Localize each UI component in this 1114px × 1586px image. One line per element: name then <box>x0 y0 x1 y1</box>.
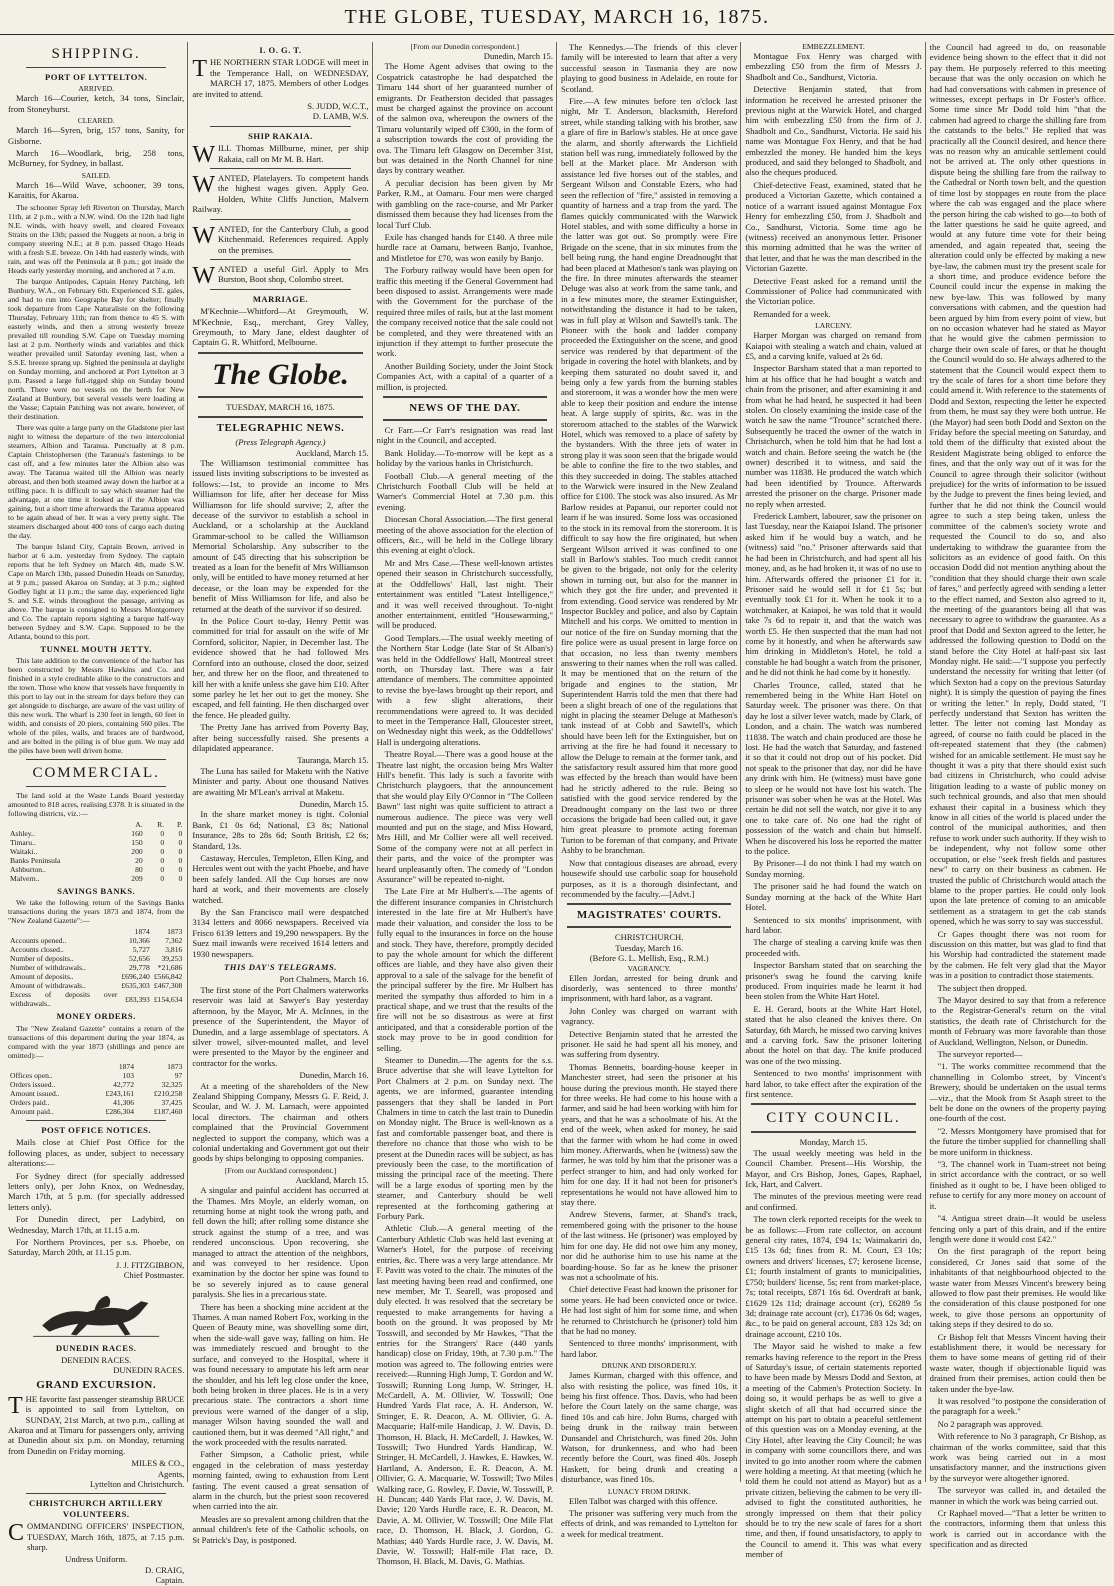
court-paragraph: Ellen Talbot was charged with this offence. <box>568 1495 718 1506</box>
table-cell: 5,727 <box>132 945 150 955</box>
dunedin-races: DUNEDIN RACES. <box>55 1342 137 1353</box>
table-cell: £635,303 <box>121 981 150 991</box>
table-row <box>8 990 184 1008</box>
table-row <box>8 865 184 874</box>
court-paragraph: Inspector Barsham stated that a man reported to him at his office that he had bought a watch and chain from the prisoner, and after examining it and from what he had heard, he suspected it had been stolen. On closely examining the inside case of the watch he saw the name "Trounce" scratched there. Subsequently he traced the owner of the watch in Christchurch, when he told him that he had lost a watch and chain. Before seeing the watch he (the owner) described it to witness, and said the number was 11838. He produced the watch which had been identified by Trounce. Afterwards arrested the prisoner on the charge. Prisoner made no reply when arrested. <box>745 363 922 509</box>
council-paragraph: "3. The channel work in Tuam-street not being in strict accordance with the contract, or so well finished as it ought to be, I have been obliged to refuse to certify for any more money on account of it. <box>929 1159 1106 1211</box>
newspaper-columns <box>8 42 1106 1586</box>
table-cell: Banks Peninsula <box>10 856 61 866</box>
table-row <box>8 963 184 972</box>
council-paragraph: The Mayor said he wished to make a few remarks having reference to the report in the Press of Saturday's issue, of certain statements reported to have been made by Messrs Dodd and Sexton, at a meeting of the Cabmen's Protection Society. In doing so, it would perhaps be as well to give a slight sketch of all that had occurred since the attempt on his part to obtain a peaceful settlement of this question was on a Monday evening, at the City Hotel, after leaving the City Council; he was in company with some councillors there, and was invited to go into another room where the cabmen were holding a meeting. At that meeting (which he told them he could not attend as Mayor) but as a private citizen, believing the cabmen to be very ill-advised to fight the constituted authorities, he strongly impressed on them that their policy should be to try the new scale of fares for a short time, and then, if found unsatisfactory, to apply to the Council to amend it. This was what every member of <box>745 1341 922 1560</box>
council-paragraph: The town clerk reported receipts for the week to be as follows:—From rate collector, on account general city rates, 1874, £94 1s; Waimakariri do, £15 13s 6d; fines from R. M. Court, £3 10s; owners and drivers' licenses, £7; kerosene license, £1; fourth instalment of grants to municipalities, £750; builders' license, 5s; rent from market-place, 7s; total receipts, £871 16s 6d. Overdraft at bank, £1629 12s 11d; drainage account (cr), £6289 5s 3d; drainage rate account (cr), £1736 0s 6d; wages, &c., to be paid on general account, £83 12s 3d; on drainage account, £210 10s. <box>745 1214 922 1339</box>
today-title: THIS DAY'S TELEGRAMS. <box>224 962 337 973</box>
table-cell: Offices open.. <box>10 1070 53 1080</box>
table-row <box>8 1107 184 1116</box>
sailed-entry: March 16—Wild Wave, schooner, 39 tons, Karaitis, for Akaroa. <box>8 179 185 201</box>
magistrates-date: Tuesday, March 16. <box>615 942 684 953</box>
arrived-head: ARRIVED. <box>78 84 114 94</box>
table-row <box>8 1098 184 1107</box>
divider <box>210 126 350 127</box>
table-cell: 10,366 <box>128 936 150 946</box>
column-2 <box>192 42 369 1545</box>
table-cell: 200 <box>131 847 143 857</box>
divider <box>751 1103 915 1105</box>
wanted-girl: WANTED a useful Girl. Apply to Mrs Burston, Boot shop, Colombo street. <box>192 262 369 289</box>
court-paragraph: The prisoner was suffering very much from the effects of drink, and was remanded to Lyttelton for a week for medical treatment. <box>560 1508 738 1539</box>
council-paragraph: No 2 paragraph was approved. <box>937 1418 1043 1429</box>
land-table <box>8 820 184 883</box>
table-cell: 0 <box>178 856 183 866</box>
table-cell: £467,308 <box>153 981 183 991</box>
table-cell: 0 <box>178 847 183 857</box>
court-paragraph: Remanded for a week. <box>753 308 831 319</box>
table-row <box>8 954 184 963</box>
marriage-title: MARRIAGE. <box>252 293 309 304</box>
table-cell: 0 <box>160 829 165 839</box>
dateline: Dunedin, March 15. <box>483 51 553 61</box>
shipping-paragraph: There was quite a large party on the Gladstone pier last night to witness the departure of the two intercolonial steamers, Albion and Taranua. Punctually at 8 p.m. Captain Christophersen (the Taranua's fastenings to be cast off, and a few minutes later the Albion also was away. The Taranua waited till the Albion was nearly abreast, and then both steamed away down the harbor at a trifling pace. It is difficult to say which steamer had the advantage, at one time it looked as if the Albion was gaining, but a short time afterwards the Taranua appeared to be again ahead of her. It was a very pretty sight. The steamers discharged about 400 tons of cargo each during the day. <box>8 422 185 540</box>
drunk-head: DRUNK AND DISORDERLY. <box>601 1361 697 1371</box>
table-header <box>8 1062 184 1071</box>
news-item: The Kennedys.—The friends of this clever family will be interested to learn that after a very successful season in Tasmania they are now playing to good business in Adelaide, en route for Scotland. <box>560 42 738 94</box>
dropcap: W <box>192 142 215 169</box>
table-cell: 0 <box>178 838 183 848</box>
court-paragraph: Sentenced to two months' imprisonment with hard labor, to take effect after the expiration of the first sentence. <box>745 1068 922 1099</box>
magistrates-before: (Before G. L. Mellish, Esq., R.M.) <box>589 953 709 964</box>
table-header-cell <box>8 820 115 829</box>
dunedin-races: DUNEDIN RACES. <box>113 1365 185 1376</box>
tunnel-title: TUNNEL MOUTH JETTY. <box>40 643 152 654</box>
divider <box>26 759 166 760</box>
table-cell: £243,161 <box>105 1088 134 1098</box>
news-item: Mr and Mrs Case.—These well-known artistes opened their season in Christchurch successfully, at the Oddfellows' Hall, last night. Their entertainment was entitled "Latest Intelligence," and it was well received throughout. To-night another entertainment, entitled "Housewarming," will be produced. <box>376 557 553 631</box>
table-cell: £210,258 <box>153 1088 183 1098</box>
table-cell: Ashley.. <box>10 829 35 839</box>
table-cell: Waitaki.. <box>10 847 38 857</box>
table-cell: 0 <box>178 829 183 839</box>
table-header-cell: 1874 <box>134 927 150 937</box>
news-item: Diocesan Choral Association.—The first general meeting of the above association for the election of officers, &c., will be held in the College library this evening at eight o'clock. <box>376 514 553 556</box>
savings-table <box>8 927 184 1008</box>
table-row <box>8 829 184 838</box>
commercial-title: COMMERCIAL. <box>32 765 160 782</box>
news-item: Good Templars.—The usual weekly meeting of the Northern Star Lodge (late Star of St Alban's) was held in the Oddfellows' Hall, Montreal street north, on Thursday last. There was a fair attendance of members. The committee appointed to revise the bye-laws brought up their report, and with a few slight alterations, their recommendations were agreed to. It was decided to meet in the Temperance Hall, Gloucester street, on Wednesday night this week, as the Oddfellows' Hall is undergoing alterations. <box>376 632 553 747</box>
dateline: Dunedin, March 16. <box>299 1070 369 1081</box>
table-cell: 97 <box>174 1070 183 1080</box>
divider <box>383 396 547 398</box>
globe-logo: The Globe. <box>212 357 349 391</box>
shipping-title: SHIPPING. <box>51 46 141 62</box>
table-cell: 0 <box>160 874 165 884</box>
artillery-undress: Undress Uniform. <box>65 1554 128 1565</box>
grand-paragraph: THE favorite fast passenger steamship BRUCE is appointed to sail from Lyttelton, on SUNDAY, 21st March, at two p.m., calling at Akaroa and at Timaru for passengers only, arriving at Dunedin about six p.m. on Monday, returning from Dunedin on Friday morning. <box>8 1392 185 1456</box>
tele-paragraph: Castaway, Hercules, Templeton, Ellen King, and Hercules went out with the yacht Phoebe, and have been safely landed. All the Cup horses are now hard at work, and their movements are closely watched. <box>192 853 369 905</box>
council-paragraph: The minutes of the previous meeting were read and confirmed. <box>745 1191 922 1212</box>
auckland-paragraph: There has been a shocking mine accident at the Thames. A man named Robert Fox, working in the Queen of Beauty mine, was shovelling some dirt, when the side-wall gave way, falling on him. He was immediately rescued and brought to the surface, and conveyed to the Hospital, where it was found necessary to amputate his left arm near the shoulder, and his left leg close under the knee, both being broken in three places. He is in a very precarious state. The contractors a short time previous were warned of the danger of a slip, manager Wilson having sounded the wall and cautioned them, but it was deemed "All right," and the work proceeded with the results narrated. <box>192 1301 369 1447</box>
auckland-paragraph: Father Simpson, a Catholic priest, while engaged in the celebration of mass yesterday morning fainted, owing to exhaustion from Lent fasting. The event caused a great sensation of alarm in the church, but the priest soon recovered when carried into the air. <box>192 1449 369 1512</box>
table-row <box>8 874 184 883</box>
news-item: The Late Fire at Mr Hulbert's.—The agents of the different insurance companies in Christchurch interested in the late fire at Mr Hulbert's have made their valuation, and consider the loss to be fully equal to the insurances in force on the house and stock. They have, therefore, promptly decided to pay the whole amount for which the different offices are liable, and they have also given their approval to a sale of the salvage for the benefit of the principal sufferer by the fire. Mr Hulbert has merited the sympathy thus afforded to him in a practical shape, and we trust that the results of the fire will not be so disastrous as were at first anticipated, and that a considerable portion of the stock may prove to be in good condition for selling. <box>376 886 553 1053</box>
table-cell: 20 <box>135 856 143 866</box>
dropcap: T <box>8 1392 23 1419</box>
table-cell: 37,425 <box>161 1097 183 1107</box>
column-4 <box>560 42 738 1539</box>
court-paragraph: Chief detective Feast had known the prisoner for some years. He had been convicted once or twice. He had lost sight of him for some time, and when he returned to Christchurch he (prisoner) told him that he had no money. <box>560 1284 738 1336</box>
table-cell: 0 <box>160 847 165 857</box>
table-cell: Ashburton.. <box>10 865 46 875</box>
table-row <box>8 972 184 981</box>
divider <box>751 1131 915 1133</box>
masthead: THE GLOBE, TUESDAY, MARCH 16, 1875. <box>0 0 1114 35</box>
money-table <box>8 1062 184 1116</box>
divider <box>26 786 166 787</box>
cleared-entry: March 16—Woodlark, brig, 258 tons, McBurney, for Sydney, in ballast. <box>8 148 185 169</box>
divider <box>210 168 350 169</box>
dropcap: C <box>8 1520 25 1547</box>
table-cell: Number of withdrawals.. <box>10 963 86 973</box>
divider <box>198 352 362 354</box>
table-cell: 0 <box>178 865 183 875</box>
dunedin-paragraph: The Home Agent advises that owing to the Cospatrick catastrophe he had despatched the Timaru 144 short of her guaranteed number of emigrants. Dr Featherston decided that passages must be charged against the province on account of the salmon ova, whereupon the owners of the Timaru voluntarily wiped off £300, in the form of a subscription towards the cost of providing the ova. The Timaru left Glasgow on December 31st, but was detained in the North Channel for nine days by contrary weather. <box>376 61 553 176</box>
court-paragraph: Montague Fox Henry was charged with embezzling £50 from the firm of Messrs J. Shadbolt and Co., Sandhurst, Victoria. <box>745 51 922 82</box>
table-cell: Timaru.. <box>10 838 36 848</box>
table-cell: 150 <box>131 838 143 848</box>
table-cell: 80 <box>135 865 143 875</box>
table-row <box>8 847 184 856</box>
tele-paragraph: In the Police Court to-day, Henry Pettit was committed for trial for assault on the wife of Mr Cornford, solicitor, Napier, in December last. The evidence showed that he had followed Mrs Cornford into an outhouse, closed the door, seized her, and threw her on the floor, and threatened to kill her with a knife unless she gave him £10. After some parley he let her out to get the money. She escaped, and fell fainting. He then discharged over the fence. He pleaded guilty. <box>192 616 369 720</box>
council-paragraph: the Council had agreed to do, on reasonable evidence being shown to the effect that it did not pay them. He purposely referred to this meeting because that was the only occasion on which he had had conversations with cabmen in presence of witnesses, except perhaps in Dr Foster's office. Some time since Mr Dodd told him "that the cabmen had agreed to charge the shilling fare from the catstands to the belts." He replied that was practically all the Council desired, and hence there was no reason why an amicable settlement could not be arrived at. The only other questions in dispute being the shilling fare from the railway to the Cathedral or North town belt, and the question of time lost by stoppages en route from the place where the cab was engaged and the place where the person hiring the cab wished to go—to both of the latter questions he said he quite agreed, and would at any future time vote for their being amended, and again repeated that, seeing the alteration could only be effected by making a new bye-law, the cabmen must try the present scale for a short time, and produce evidence before the Council could incur the expense in making the new bye-law. This was followed by many conversations with cabmen, and the question had been argued by him from every point of view, but on no occasion whatever had he stated as Mayor that he would give the cabmen permission to charge their own scale of fares, or that he thought the Council would do so. He always adhered to the statement that the Council would expect them to try the scale of fares for a short time before they could amend it. With reference to the statements of Dodd and Sexton, respecting the letter he expected from them, he must say they were both untrue. He (the Mayor) had seen both Dodd and Sexton on the Friday before the special meeting on Saturday, and told them of the difficulty that existed about the Resident Magistrate being obliged to enforce the fines, and that the only way out of it was for the Council to agree through their solicitor (without prejudice) for the writs of information to be issued by the Judge to prevent the fines being levied, and further that he did not think the Council would agree to such a step being taken, unless the committee of the cabmen's society wrote and requested the Council to do so, and also undertaking to withdraw the guarantee from the solicitors as an evidence of good faith. On this occasion Dodd did not mention anything about the "condition that they should charge their own scale of fares," and perfectly agreed with sending a letter to the effect named, and Sexton also agreed to it, the meeting of the guarantors being all that was necessary to agree to withdraw the guarantee. As a proof that Dodd and Sexton agreed to the letter, he addressed the following question to Dodd on the stand before the City Hotel at half-past six last Monday night. He said:—"I suppose you perfectly understand the necessity for writing that letter (of which Sexton had a copy on the previous Saturday night). It is simply the question of paying the fines or writing the letter." In reply, Dodd stated, "I perfectly understand that Sexton has written the letter. The letter not coming last Monday as agreed, of course no faith could be placed in the oft-repeated statement that they (the cabmen) wished for an amicable settlement. He must say he thought it was a pity that there should exist such bad citizens in Christchurch, who could advise litigation leading to a waste of public money on such technical grounds, and also that men should exhaust their capital in a business which they know in all cities of the world is placed under the control of the municipal authorities, and then refuse to work under such authority. If they wish to be independent, why not follow some other occupation, or else "seek fresh fields and pastures new" to carry on their business as cabmen. He trusted the public of Christchurch would attach the blame to the proper parties. He could only look upon the late pretence of coming to an amicable settlement as a stratagem to get the cab stands opened, which he was sorry to say was successful. <box>929 42 1106 927</box>
artillery-signature: D. CRAIG, <box>144 1564 185 1575</box>
racehorse-illustration <box>18 1285 174 1339</box>
dunedin-races: DENEDIN RACES. <box>61 1354 132 1365</box>
today-paragraph: The first stone of the Port Chalmers waterworks reservoir was laid at Sawyer's Bay yesterday afternoon, by the Mayor, Mr A. McInnes, in the presence of the Superintendent, the Mayor of Dunedin, and a large assemblage of spectators. A silver trowel, silver-mounted mallet, and level were presented to the Mayor by the engineer and contractor for the works. <box>192 984 369 1068</box>
tele-title: TELEGRAPHIC NEWS. <box>216 422 345 435</box>
divider <box>567 903 731 905</box>
court-paragraph: E. H. Gerard, boots at the White Hart Hotel, stated that he also cleaned the knives there. On Saturday, 6th March, he missed two carving knives and a carving fork. Saw the prisoner loitering about the hotel on that day. The knife produced was one of the two missing. <box>745 1003 922 1066</box>
divider <box>210 289 350 290</box>
city-date: Monday, March 15. <box>799 1137 868 1148</box>
grand-signature: Lyttelton and Christchurch. <box>90 1479 185 1490</box>
post-title: POST OFFICE NOTICES. <box>41 1124 152 1135</box>
table-header <box>8 927 184 936</box>
iogt-signature: S. JUDD, W.C.T., <box>307 101 369 112</box>
table-header-cell: A. <box>135 820 143 830</box>
council-paragraph: Cr Gapes thought there was not room for discussion on this matter, but was glad to find that his Worship had contradicted the statement made by the cabmen. He felt very glad that the Mayor was in a position to contradict those statements. <box>929 928 1106 981</box>
table-row <box>8 981 184 990</box>
dropcap: W <box>192 172 215 199</box>
table-cell: 0 <box>160 865 165 875</box>
table-row <box>8 838 184 847</box>
dunedin-paragraph: Exile has changed hands for £140. A three mile hurdle race at Oamaru, between Banjo, Ivanhoe, and Mistletoe for £70, was won easily by Banjo. <box>376 231 553 263</box>
table-cell: 209 <box>131 874 143 884</box>
court-paragraph: Frederick Lambert, labourer, saw the prisoner on last Tuesday, near the Kaiapoi Island. The prisoner asked him if he would buy a watch, and he (witness) said "no." Prisoner afterwards said that he had been in Christchurch, and had spent all his money, and, as he had broken it, it was of no use to him. Afterwards offered the prisoner £1 for it. Prisoner said he would sell it for £1 5s; but eventually took £1 for it. When he took it to a watchmaker, at Kaiapoi, he was told that it would take 7s 6d to repair it, and that the watch was worth £5. He then suspected that the man had not come by it honestly, and when he afterwards saw him drinking in Middleton's Hotel, he told a constable he had bought a watch from the prisoner, and he did not think he had come by it honestly. <box>745 511 922 678</box>
post-paragraph: Mails close at Chief Post Office for the following places, as under, subject to necessary alterations:— <box>8 1137 185 1169</box>
column-3 <box>376 42 553 1567</box>
correspondent-note: [From our Dunedin correspondent.] <box>410 42 520 51</box>
table-cell: Amount issued.. <box>10 1088 60 1098</box>
court-paragraph: Charles Trounce, called, stated that he remembered being in the White Hart Hotel on Saturday week. The prisoner was there. On that day he lost a silver lever watch, made by Clark, of London, and a chain. The watch was numbered 11838. The watch and chain produced are those he lost. He had the watch that Saturday, and fastened it so that it could not drop out of his pocket. Did not speak to the prisoner that day, nor did he have any drink with him. He (witness) must have gone to sleep or he would not have lost his watch. The prisoner was sober when he was at the Hotel. Was certain he did not sell the watch, nor give it to any one to take care of. No one had the right of possession of the watch and chain but himself. When he discovered his loss he reported the matter to the police. <box>745 679 922 857</box>
news-item: Football Club.—A general meeting of the Christchurch Football Club will be held at Warner's Commercial Hotel at 7.30 p.m. this evening. <box>376 470 553 512</box>
table-cell: 7,362 <box>165 936 183 946</box>
court-paragraph: James Kurman, charged with this offence, and also with resisting the police, was fined 10s, it being his first offence. Thos. Davis, who had been before the Court lately on the same charge, was fined 10s and cab hire. John Burns, charged with being drunk in the railway train between Dunsandel and Christchurch, was fined 20s. John Watson, for drunkenness, and who had been recently before the Court, was fined 40s. Joseph Haskett, for being drunk and creating a disturbance, was fined 10s. <box>560 1370 738 1485</box>
table-cell: Amount of deposits.. <box>10 972 74 982</box>
council-paragraph: On the first paragraph of the report being considered, Cr Jones said that some of the inhabitants of that neighbourhood objected to the waste water from Messrs Vincent's brewery being allowed to flow past their premises. He would like the consideration of this clause postponed for one week, to give those persons an opportunity of taking steps if they desired to do so. <box>929 1246 1106 1330</box>
court-paragraph: Chief-detective Feast, examined, stated that he produced a Victorian Gazette, which contained a notice of a warrant issued against Montague Fox Henry for embezzling £50, from J. Shadbolt and Co., Sandhurst, Victoria. Some time ago he (witness) received an anonymous letter. Prisoner this morning admitted that he was the writer of that letter, and that he was the man described in the Victorian Gazette. <box>745 179 922 274</box>
divider <box>210 219 350 220</box>
post-signature: J. J. FITZGIBBON, <box>115 1259 185 1270</box>
table-row <box>8 945 184 954</box>
court-paragraph: By Prisoner—I do not think I had my watch on Sunday morning. <box>745 858 922 879</box>
table-row <box>8 1080 184 1089</box>
court-paragraph: The charge of stealing a carving knife was then proceeded with. <box>745 937 922 958</box>
tele-paragraph: The Pretty Jane has arrived from Poverty Bay, after being successfully raised. She presents a dilapidated appearance. <box>192 722 369 753</box>
money-paragraph: The "New Zealand Gazette" contains a return of the transactions of this department during the year 1874, as compared with the year 1873 (shillings and pence are omitted):— <box>8 1023 185 1060</box>
racehorse-icon <box>18 1285 174 1339</box>
news-item: Bank Holiday.—To-morrow will be kept as a holiday by the various banks in Christchurch. <box>376 447 553 469</box>
cleared-head: CLEARED. <box>77 116 115 126</box>
wanted-kitchenmaid: WANTED, for the Canterbury Club, a good Kitchenmaid. References required. Apply on the premises. <box>192 222 369 255</box>
council-paragraph: With reference to No 3 paragraph, Cr Bishop, as chairman of the works committee, said that this work was being carried out in a most unsatisfactory manner, and the instructions given by the surveyor were altogether ignored. <box>929 1431 1106 1483</box>
divider <box>198 396 362 398</box>
court-paragraph: The prisoner said he had found the watch on Sunday morning at the back of the White Hart Hotel. <box>745 881 922 913</box>
table-cell: 0 <box>160 838 165 848</box>
news-item: Athletic Club.—A general meeting of the Canterbury Athletic Club was held last evening at Warner's Hotel, for the purpose of receiving entries, &c. There was a very large attendance. Mr F. Pavitt was voted to the chair. The minutes of the last meeting having been read and confirmed, one new member, Mr T. Searell, was proposed and duly elected. It was resolved that the secretary be requested to make arrangements for having a booth on the ground. It was proposed by Mr Tosswill, and seconded by Mr Hawkes, "That the entries for the Strangers' Race (440 yards handicap) close on Friday, 19th, at 7.30 p.m." The motion was agreed to. The following entries were received:—Running High Jump, T. Gordon and W. Tosswill; Running Long Jump, W. Stringer, H. McCardell, A. M. Ollivier, W. Tosswill; One Hundred Yards Flat race, A. H. Anderson, W. Stringer, E. R. Deacon, A. M. Ollivier, G. A. Macquarie; Half-mile Handicap, J. W. Davis, D. Thomson, H. Black, H. McCardell, J. Hawkes, W. Tosswill; Two Hundred Yards Handicap, W. Stringer, H. McCardell, J. Hawkes, E. Hawkes, W. Hartland, A. Anderson, E. R. Deacon, A. M. Ollivier, G. A. Macquarie, W. Tosswill; Two Miles Walking race, G. Rowley, F. Davie, W. Tosswill, P. H. Duncan; 440 Yards Flat race, J. W. Davis, M. Davie; 120 Yards Hurdle race, E. R. Deacon, M. Davie, A. M. Ollivier, W. Tosswill; One Mile Flat race, D. Thomson, H. Black, J. Gordon, G. Mathias; 440 Yards Hurdle race, J. W. Davis, M. Davie, W. Tosswill; Half-mile Flat race, D. Thomson, H. Black, M. Davis, G. Mathias. <box>376 1223 553 1567</box>
dateline: Auckland, March 15. <box>295 1174 369 1185</box>
dropcap: W <box>192 222 215 249</box>
table-cell: 52,656 <box>128 954 150 964</box>
table-cell: £187,460 <box>153 1106 183 1116</box>
court-paragraph: Sentenced to six months' imprisonment, with hard labor. <box>745 914 922 935</box>
divider <box>198 416 362 418</box>
table-row <box>8 1089 184 1098</box>
post-signature: Chief Postmaster. <box>123 1270 185 1281</box>
dropcap: W <box>192 262 215 289</box>
column-5 <box>745 42 922 1560</box>
court-paragraph: Detective Benjamin stated, that from information he received he arrested prisoner the previous night at the Warwick Hotel, and charged him with embezzling £50 from the firm of J. Shadbolt and Co., Sandhurst, Victoria. He said his name was Montague Fox Henry, and that he had embezzled the money. He handed him the keys produced, and said they belonged to Shadbolt, and also the cheques produced. <box>745 84 922 178</box>
magistrates-title: MAGISTRATES' COURTS. <box>576 909 722 922</box>
money-title: MONEY ORDERS. <box>56 1011 136 1022</box>
embezzlement-head: EMBEZZLEMENT. <box>802 42 865 51</box>
artillery-paragraph: COMMANDING OFFICERS' INSPECTION, TUESDAY, March 16th, 1875, at 7.15 p.m. sharp. <box>8 1520 185 1553</box>
table-header-cell: 1874 <box>118 1061 134 1071</box>
table-cell: 41,306 <box>113 1097 134 1107</box>
table-cell: 160 <box>131 829 143 839</box>
council-paragraph: Cr Raphael moved—"That a letter be written to the contractors, informing them that unless this work is carried out in accordance with the specification and as directed <box>929 1508 1106 1550</box>
divider <box>26 67 166 68</box>
tunnel-paragraph: This late addition to the convenience of the harbor has been constructed by Messrs Hawkins and Co. and finished in a style creditable alike to the constructors and the town. Those who know that vessels have frequently in this port to lay out in the stream for days before they can get alongside to discharge, are aware of the vast utility of this new work. The wharf is 230 feet in length, 60 feet in width, and consists of 20 piers, containing 560 piles. The whole of the piles, walls, and braces are of hardwood, and are bolted in the piling is of blue gum. We may add the piles have been well driven home. <box>8 656 185 756</box>
table-cell: Accounts opened.. <box>10 936 67 946</box>
arrived-entry: March 16—Courier, ketch, 34 tons, Sinclair, from Stoneyhurst. <box>8 93 185 114</box>
rakaia-title: SHIP RAKAIA. <box>248 130 313 141</box>
grand-title: GRAND EXCURSION. <box>36 1378 157 1391</box>
artillery-title: CHRISTCHURCH ARTILLERY VOLUNTEERS. <box>29 1498 164 1519</box>
table-row <box>8 1071 184 1080</box>
divider <box>567 926 731 928</box>
court-paragraph: Detective Feast asked for a remand until the Commissioner of Police had communicated with the Victorian police. <box>745 275 922 307</box>
vagrancy-head: VAGRANCY. <box>627 963 671 973</box>
table-cell: 3,816 <box>165 945 183 955</box>
court-paragraph: Thomas Bennetts, boarding-house keeper in Manchester street, had seen the prisoner at his house during the previous month. He stayed there for three weeks. He had come to his house with a farmer, and said he had been working with him for years, and that he was a schoolmate of his. At the end of the week, when asked for money, he said that the farmer with whom he had come in owed him money. Afterwards, when he (witness) saw the farmer, he was told by him that the prisoner was a perfect stranger to him, and had only worked for him for one day. If it had not been for prisoner's representations he would not have allowed him to stay there. <box>560 1061 738 1208</box>
table-header <box>8 820 184 829</box>
table-cell: Amount paid.. <box>10 1106 54 1116</box>
tele-paragraph: The Williamson testimonial committee has issued lists inviting subscriptions to be invested as follows:—1st, to provide an income to Mrs Williamson for life, after her decease for Miss Williamson for life should survive; 2, after the decease of the survivor to establish a school in Auckland, or a scholarship at the Auckland Grammar-school to be called the Williamson Memorial Scholarship. Any subscriber to the amount of £45 directing that his subscription be treated as a loan for the benefit of Mrs Williamson only, will be entitled to have money returned at her decease, or the loan may be expended for the benefit of Miss Williamson for life, and also be returned at the death of the survivor if so desired. <box>192 457 369 614</box>
grand-signature: MILES & CO., <box>131 1458 185 1469</box>
table-cell: Orders issued.. <box>10 1079 56 1089</box>
table-cell: Malvern.. <box>10 874 40 884</box>
column-1 <box>8 42 185 1586</box>
artillery-signature: Captain. <box>155 1575 185 1586</box>
table-cell: 42,772 <box>113 1079 134 1089</box>
council-paragraph: "1. The works committee recommend that the channelling in Colombo street, by Vincent's Brewery, should be undertaken on the usual terms—viz., that the Mook from St Asaph street to the belt be done on the owners of the property paying one-fourth of the cost. <box>929 1061 1106 1124</box>
council-paragraph: The Mayor desired to say that from a reference to the Registrar-General's return on the vital statistics, the death rate of Christchurch for the month of February was more favorable than those of Auckland, Wellington, Nelson, or Dunedin. <box>929 994 1106 1047</box>
council-paragraph: "4. Antigua street drain—It would be useless fencing only a part of this drain, and if the entire length were done it would cost £42." <box>929 1213 1106 1244</box>
table-header-cell: 1873 <box>167 927 183 937</box>
land-paragraph: The land sold at the Waste Lands Board yesterday amounted to 818 acres, realising £378. It is situated in the following districts, viz.:— <box>8 791 185 819</box>
table-cell: £286,304 <box>105 1106 134 1116</box>
port-title: PORT OF LYTTELTON. <box>45 72 148 82</box>
post-paragraph: For Northern Provinces, per s.s. Phoebe, on Saturday, March 20th, at 11.15 p.m. <box>8 1236 185 1258</box>
dunedin-paragraph: Another Building Society, under the Joint Stock Companies Act, with a capital of a quarter of a million, is projected. <box>376 360 553 392</box>
dunedin-paragraph: A peculiar decision has been given by Mr Parker, R.M., at Oamaru. Four men were charged with gambling on the race-course, and Mr Parker dismissed them because they had licenses from the local Turf Club. <box>376 177 553 230</box>
table-cell: 103 <box>122 1070 134 1080</box>
table-header-cell <box>8 1062 88 1071</box>
court-paragraph: Ellen Jordan, arrested for being drunk and disorderly, was sentenced to three months' imprisonment, with hard labor, as a vagrant. <box>560 972 738 1004</box>
council-paragraph: The subject then dropped. <box>937 982 1027 993</box>
table-cell: Amount of withdrawals.. <box>10 981 86 991</box>
court-paragraph: Detective Benjamin stated that he arrested the prisoner. He said he had spent all his money, and was suffering from dysentry. <box>560 1028 738 1060</box>
tele-paragraph: In the share market money is tight. Colonial Bank, £1 0s 6d; National, £3 8s; National Insurance, 28s to 28s 6d; South British, £2 6s; Standard, 13s. <box>192 809 369 851</box>
shipping-paragraph: The barque Antipodes, Captain Henry Patching, left Bunbury, W.A., on February 6th. Experienced S.E. gales, and had to run into Geographe Bay for shelter; finally took departure from Cape Naturaliste on the following Thursday, February 11th; ran from thence to 45 S. with easterly winds, and then a strong westerly breeze prevailed till rounding S.W. Cape on Tuesday morning last at 2 p.m. Northerly winds and variables and thick weather prevailed until Saturday evening last, when a S.S.E. breeze sprang up. Sighted the peninsula at daylight on Sunday morning, and anchored at Port Lyttelton at 3 p.m. Passed a large full-rigged ship on Sunday bound north. There were no vessels on the berth for New Zealand at Bunbury, but several vessels were loading at the Vasse; Captain Patching was not aware, however, of their destination. <box>8 276 185 421</box>
dateline: Tauranga, March 15. <box>297 755 369 766</box>
news-item: Now that contagious diseases are abroad, every housewife should use carbolic soap for household purposes, as it is a thorough disinfectant, and recommended by the faculty.—[Advt.] <box>560 857 738 899</box>
divider <box>26 1120 166 1121</box>
table-cell: £83,393 <box>125 994 150 1004</box>
savings-paragraph: We take the following return of the Savings Banks transactions during the years 1873 and 1874, from the "New Zealand Gazette":— <box>8 898 185 926</box>
cleared-entry: March 16—Syren, brig, 157 tons, Sanity, for Gisborne. <box>8 125 185 146</box>
council-paragraph: "2. Messrs Montgomery have promised that for the future the timber supplied for channelling shall be more uniform in thickness. <box>929 1125 1106 1157</box>
table-header-cell: 1873 <box>167 1061 183 1071</box>
iogt-title: I. O. G. T. <box>259 45 302 55</box>
table-cell: 29,778 <box>128 963 150 973</box>
wanted-platelayers: WANTED, Platelayers. To competent hands the highest wages given. Apply Geo. Holden, White Cliffs Junction, Malvern Railway. <box>192 172 369 215</box>
shipping-paragraph: The barque Island City, Captain Brown, arrived in harbor at 6 a.m. yesterday from Sydney. The captain reports that he left Sydney on March 4th, made S.W. Cape on March 13th, passed Dunedin Heads on Saturday, at 9 p.m.; passed Akaroa on Sunday, at 3 p.m.; sighted Godley light at 11 p.m.; the same day, experienced light S. and S.E. winds throughout the passage, arriving as above. The barque is consigned to Messrs Montgomery and Co. The captain reports sighting a barque half-way between Sydney and S.W. Cape. Supposed to be the Atlanta, bound to this port. <box>8 541 185 641</box>
dunedin-paragraph: The Forbury railway would have been open for traffic this meeting if the General Government had been disposed to assist. Arrangements were made with the Government for the purchase of the required three miles of rails, but at the last moment the company received notice that the sale could not be completed, and they were threatened with an injunction if they attempt to further prosecute the work. <box>376 265 553 359</box>
correspondent-note: [From our Auckland correspondent.] <box>224 1165 337 1175</box>
marriage-paragraph: M'Kechnie—Whitford—At Greymouth, W. M'Kechnie, Esq., merchant, Grey Valley, Greymouth, to Mary Jane, eldest daughter of Captain G. R. Whitford, Melbourne. <box>192 306 369 348</box>
table-row <box>8 936 184 945</box>
auckland-paragraph: Measles are so prevalent among children that the annual children's fete of the Catholic schools, on St Patrick's Day, is postponed. <box>192 1513 369 1545</box>
court-paragraph: Harper Morgan was charged on remand from Kaiapoi with stealing a watch and chain, valued at £5, and a carving knife, valued at 2s 6d. <box>745 330 922 361</box>
post-paragraph: For Sydney direct (for specially addressed letters only), per John Knox, on Wednesday, March 17th, at 5 p.m. (for specially addressed letters only). <box>8 1170 185 1212</box>
table-cell: 39,253 <box>161 954 183 964</box>
council-paragraph: It was resolved "to postpone the consideration of the paragraph for a week." <box>929 1396 1106 1417</box>
table-cell: Number of deposits.. <box>10 954 74 964</box>
tele-paragraph: By the San Francisco mail were despatched 3134 letters and 8066 newspapers. Received via Frisco 6139 letters and 19,290 newspapers. By the Suez mail inwards were received 1614 letters and 1930 newspapers. <box>192 907 369 959</box>
table-cell: *21,686 <box>157 963 183 973</box>
table-cell: Excess of deposits over withdrawals.. <box>10 990 118 1009</box>
news-item: Steamer to Dunedin.—The agents for the s.s. Bruce advertise that she will leave Lyttelton for Port Chalmers at 2 p.m. on Sunday next. The agents, we are informed, guarantee intending passengers that they shall be landed in Port Chalmers in time to catch the last train to Dunedin on Monday night. The Bruce is well-known as a fast and comfortable passenger boat, and there is therefore no chance that those who wish to be present at the Dunedin races will be subject, as has previously been the case, to the mortification of missing the principal race of the meeting. There will be a large exodus of sporting men by the steamer, and Canterbury should be well represented at the forthcoming gathering at Forbury Park. <box>376 1054 553 1222</box>
sailed-head: SAILED. <box>81 170 111 180</box>
table-cell: Orders paid.. <box>10 1097 50 1107</box>
table-header-cell: R. <box>157 820 165 830</box>
divider <box>210 259 350 260</box>
table-cell: 0 <box>178 874 183 884</box>
news-item: Fire.—A few minutes before ten o'clock last night, Mr T. Anderson, blacksmith, Hereford street, while standing talking with his brother, saw a glare of fire in Barlow's stables. He at once gave the alarm, and shortly afterwards the Lichfield station bell was rung, immediately followed by the bell at the Market place. Mr Anderson with assistance led five horses out of the stables, and Sergeant Wilson and Constable Ezers, who had seen the reflection of "fire," assisted in removing a quantity of harness and a trap from the yard. The flames quickly communicated with the Warwick Hotel stables, and with some difficulty a horse in the latter was got out. So promptly were Fire Brigade on the scene, that in six minutes from the bell being rung, the hand engine Dreadnought that had been placed at Matheson's tank was playing on the fire. In three minutes afterwards the steamer Deluge was also at work from the same tank, and in a few minutes more, the steamer Extinguisher, notwithstanding the distance it had to be taken, was in full play at Wilson and Sawtell's tank. The Pioneer with the hook and ladder company proceeded the Extinguisher on the scene, and good service was rendered by that department of the brigade in covering the hotel with blankets, and by keeping them saturated no doubt saved it, and being only a few yards from the burning stables and storeroom, it was a wonder how the men were able to keep their position and endure the intense heat. A large supply of spirits, &c. was in the storeroom attached to the stables of the Warwick Hotel, which was removed to a place of safety by the bystanders. With the three jets of water in strong play it was soon seen that the brigade would be able to confine the fire to the two stables, and this they succeeded in doing. The stables attached to the Warwick were insured in the New Zealand office for £100. The stock was also insured. As Mr Barlow resides at Papanui, our reporter could not learn if he was insured. Some loss was occasioned to the stock in its removal from the storeroom. It is difficult to say how the fire originated, but when Sergeant Wilson arrived it was confined to one stall in Barlow's stables. Too much credit cannot be given to the brigade, not only for the celerity shown in turning out, but also for the manner in which they got the fire under, and prevented it from extending. Good service was rendered by Mr Inspector Buckley and police, and also by Captain Mitchell and his corps. We omitted to mention in our notice of the fire on Sunday morning that the fire police were as usual present in large force on that occasion, no less than twenty members answering to their names when the roll was called. It may be mentioned that on the return of the brigade and engines to the station, Mr Superintendent Harris told the men that there had been a slight breach of one of the regulations that night in placing the steamer Deluge at Matheson's tank instead of at Cobb and Sawtell's, which should have been left for the Extinguisher, but on arriving at the fire he had found it necessary to allow the Deluge to remain at the former tank, and the satisfactory result assured him that more good was effected by the breach than would have been had he strictly adhered to the rule. Being so satisfied with the good service rendered by the Dreadnought company on the last two or three occasions the brigade had been called out, it gave him great pleasure to promote acting foreman Turton to be foreman of that company, and Private Ashby to be branchman. <box>560 96 738 856</box>
table-cell: 32,325 <box>161 1079 183 1089</box>
shipping-paragraph: The schooner Spray left Riverton on Thursday, March 11th, at 2 p.m., with a N.W. wind. On the 12th had light N.E. winds, with heavy swell, and cleared Foveaux Straits on the 13th; passed the Nuggets at noon, a brig in company steering N.E.; at 8 p.m. passed Otago Heads with a fresh S.E. breeze. On 14th had easterly winds, with rain, and was off the Peninsula at 8 p.m.; got inside the Heads early yesterday morning, and anchored at 7 a.m. <box>8 202 185 275</box>
lunacy-head: LUNACY FROM DRINK. <box>607 1486 691 1496</box>
auckland-paragraph: A singular and painful accident has occurred at the Thames. Mrs Moyle, an elderly woman, on returning home at night took the wrong path, and fell down the hill; after rolling some distance she struck against the stump of a tree, and was rendered unconscious. Upon recovering, she managed to attract the attention of the neighbors, and was conveyed to her residence. Upon examination by the doctor her spine was found to be so severely injured as to cause general paralysis. She lies in a precarious state. <box>192 1185 369 1300</box>
magistrates-sub: CHRISTCHURCH. <box>614 932 684 943</box>
court-paragraph: John Conley was charged on warrant with vagrancy. <box>560 1005 738 1027</box>
iogt-paragraph: THE NORTHERN STAR LODGE will meet in the Temperance Hall, on WEDNESDAY, MARCH 17, 1875. Members of other Lodges are invited to attend. <box>192 56 369 99</box>
table-cell: £696,240 <box>121 972 150 982</box>
dateline: Auckland, March 15. <box>295 447 369 458</box>
divider <box>383 419 547 421</box>
column-6 <box>929 42 1106 1550</box>
table-header-cell: P. <box>177 820 183 830</box>
dateline: Dunedin, March 15. <box>299 798 369 809</box>
news-item: Cr Farr.—Cr Farr's resignation was read last night in the Council, and accepted. <box>376 425 553 446</box>
post-paragraph: For Dunedin direct, per Ladybird, on Wednesday, March 17th, at 11.15 a.m. <box>8 1214 185 1235</box>
savings-title: SAVINGS BANKS. <box>57 886 136 897</box>
rakaia-paragraph: WILL Thomas Millburne, miner, per ship Rakaia, call on Mr M. B. Hart. <box>192 142 369 169</box>
divider <box>26 1493 166 1494</box>
court-paragraph: Inspector Barsham stated that on searching the prisoner's swag he found the carving knife produced. From inquiries made he learnt it had been stolen from the White Hart Hotel. <box>745 960 922 1002</box>
dropcap: T <box>192 56 207 83</box>
table-cell: Accounts closed.. <box>10 945 64 955</box>
council-paragraph: The usual weekly meeting was held in the Council Chamber. Present—His Worship, the Mayor, and Crs Bishop, Jones, Gapes, Raphael, Ick, Hart, and Calvert. <box>745 1147 922 1190</box>
tele-agency: (Press Telegraph Agency.) <box>235 437 326 448</box>
council-paragraph: The surveyor reported— <box>937 1049 1023 1059</box>
table-row <box>8 856 184 865</box>
table-cell: £154,634 <box>153 994 183 1004</box>
news-item: Theatre Royal.—There was a good house at the Theatre last night, the occasion being Mrs Walter Hill's benefit. This lady is such a favorite with Christchurch playgoers, that the announcement that she would play Eily O'Connor in "The Colleen Bawn" last night was quite sufficient to attract a numerous audience. The piece was very well mounted and put on the stage, and Miss Howard, Mrs Hill, and Mr Collier were all well received. Some of the company were not at all perfect in their parts, and the voice of the prompter was heard unpleasantly often. The comedy of "London Assurance" will be repeated to-night. <box>376 749 553 885</box>
news-title: NEWS OF THE DAY. <box>409 402 521 414</box>
court-paragraph: Andrew Stevens, farmer, at Shand's track, remembered going with the prisoner to the house of the last witness. He (prisoner) was employed by him for one day. He did not owe him any money, nor did he authorise him to use his name at the boarding-house. So far as he knew the prisoner was not a schoolmate of his. <box>560 1209 738 1282</box>
grand-signature: Agents, <box>157 1468 185 1479</box>
tele-paragraph: The Luna has sailed for Maketu with the Native Minister and party. About one thousand Natives are awaiting Mr M'Lean's arrival at Maketu. <box>192 765 369 797</box>
larceny-head: LARCENY. <box>815 321 852 331</box>
city-title: CITY COUNCIL. <box>766 1110 901 1127</box>
dateline: Port Chalmers, March 16. <box>279 974 369 985</box>
court-paragraph: Sentenced to three months' imprisonment, with hard labor. <box>560 1338 738 1359</box>
council-paragraph: The surveyor was called in, and detailed the manner in which the work was being carried out. <box>929 1485 1106 1506</box>
table-header-cell <box>8 927 119 936</box>
globe-date: TUESDAY, MARCH 16, 1875. <box>226 401 335 412</box>
council-paragraph: Cr Bishop felt that Messrs Vincent having their establishment there, it would be necessary for them to have some means of getting rid of their waste water, though if objectionable liquid was drained from their premises, action could then be taken under the bye-law. <box>929 1331 1106 1394</box>
iogt-signature: D. LAMB, W.S. <box>312 111 369 122</box>
table-cell: 0 <box>160 856 165 866</box>
today-paragraph: At a meeting of the shareholders of the New Zealand Shipping Company, Messrs G. F. Reid, J. Scoular, and W. J. M. Larnach, were appointed local directors. The chairman and others complained that the Provincial Government neglected to support the company, which was a colonial undertaking and Government got out their goods by ships belonging to opposing companies. <box>192 1080 369 1164</box>
table-cell: £566,842 <box>153 972 183 982</box>
